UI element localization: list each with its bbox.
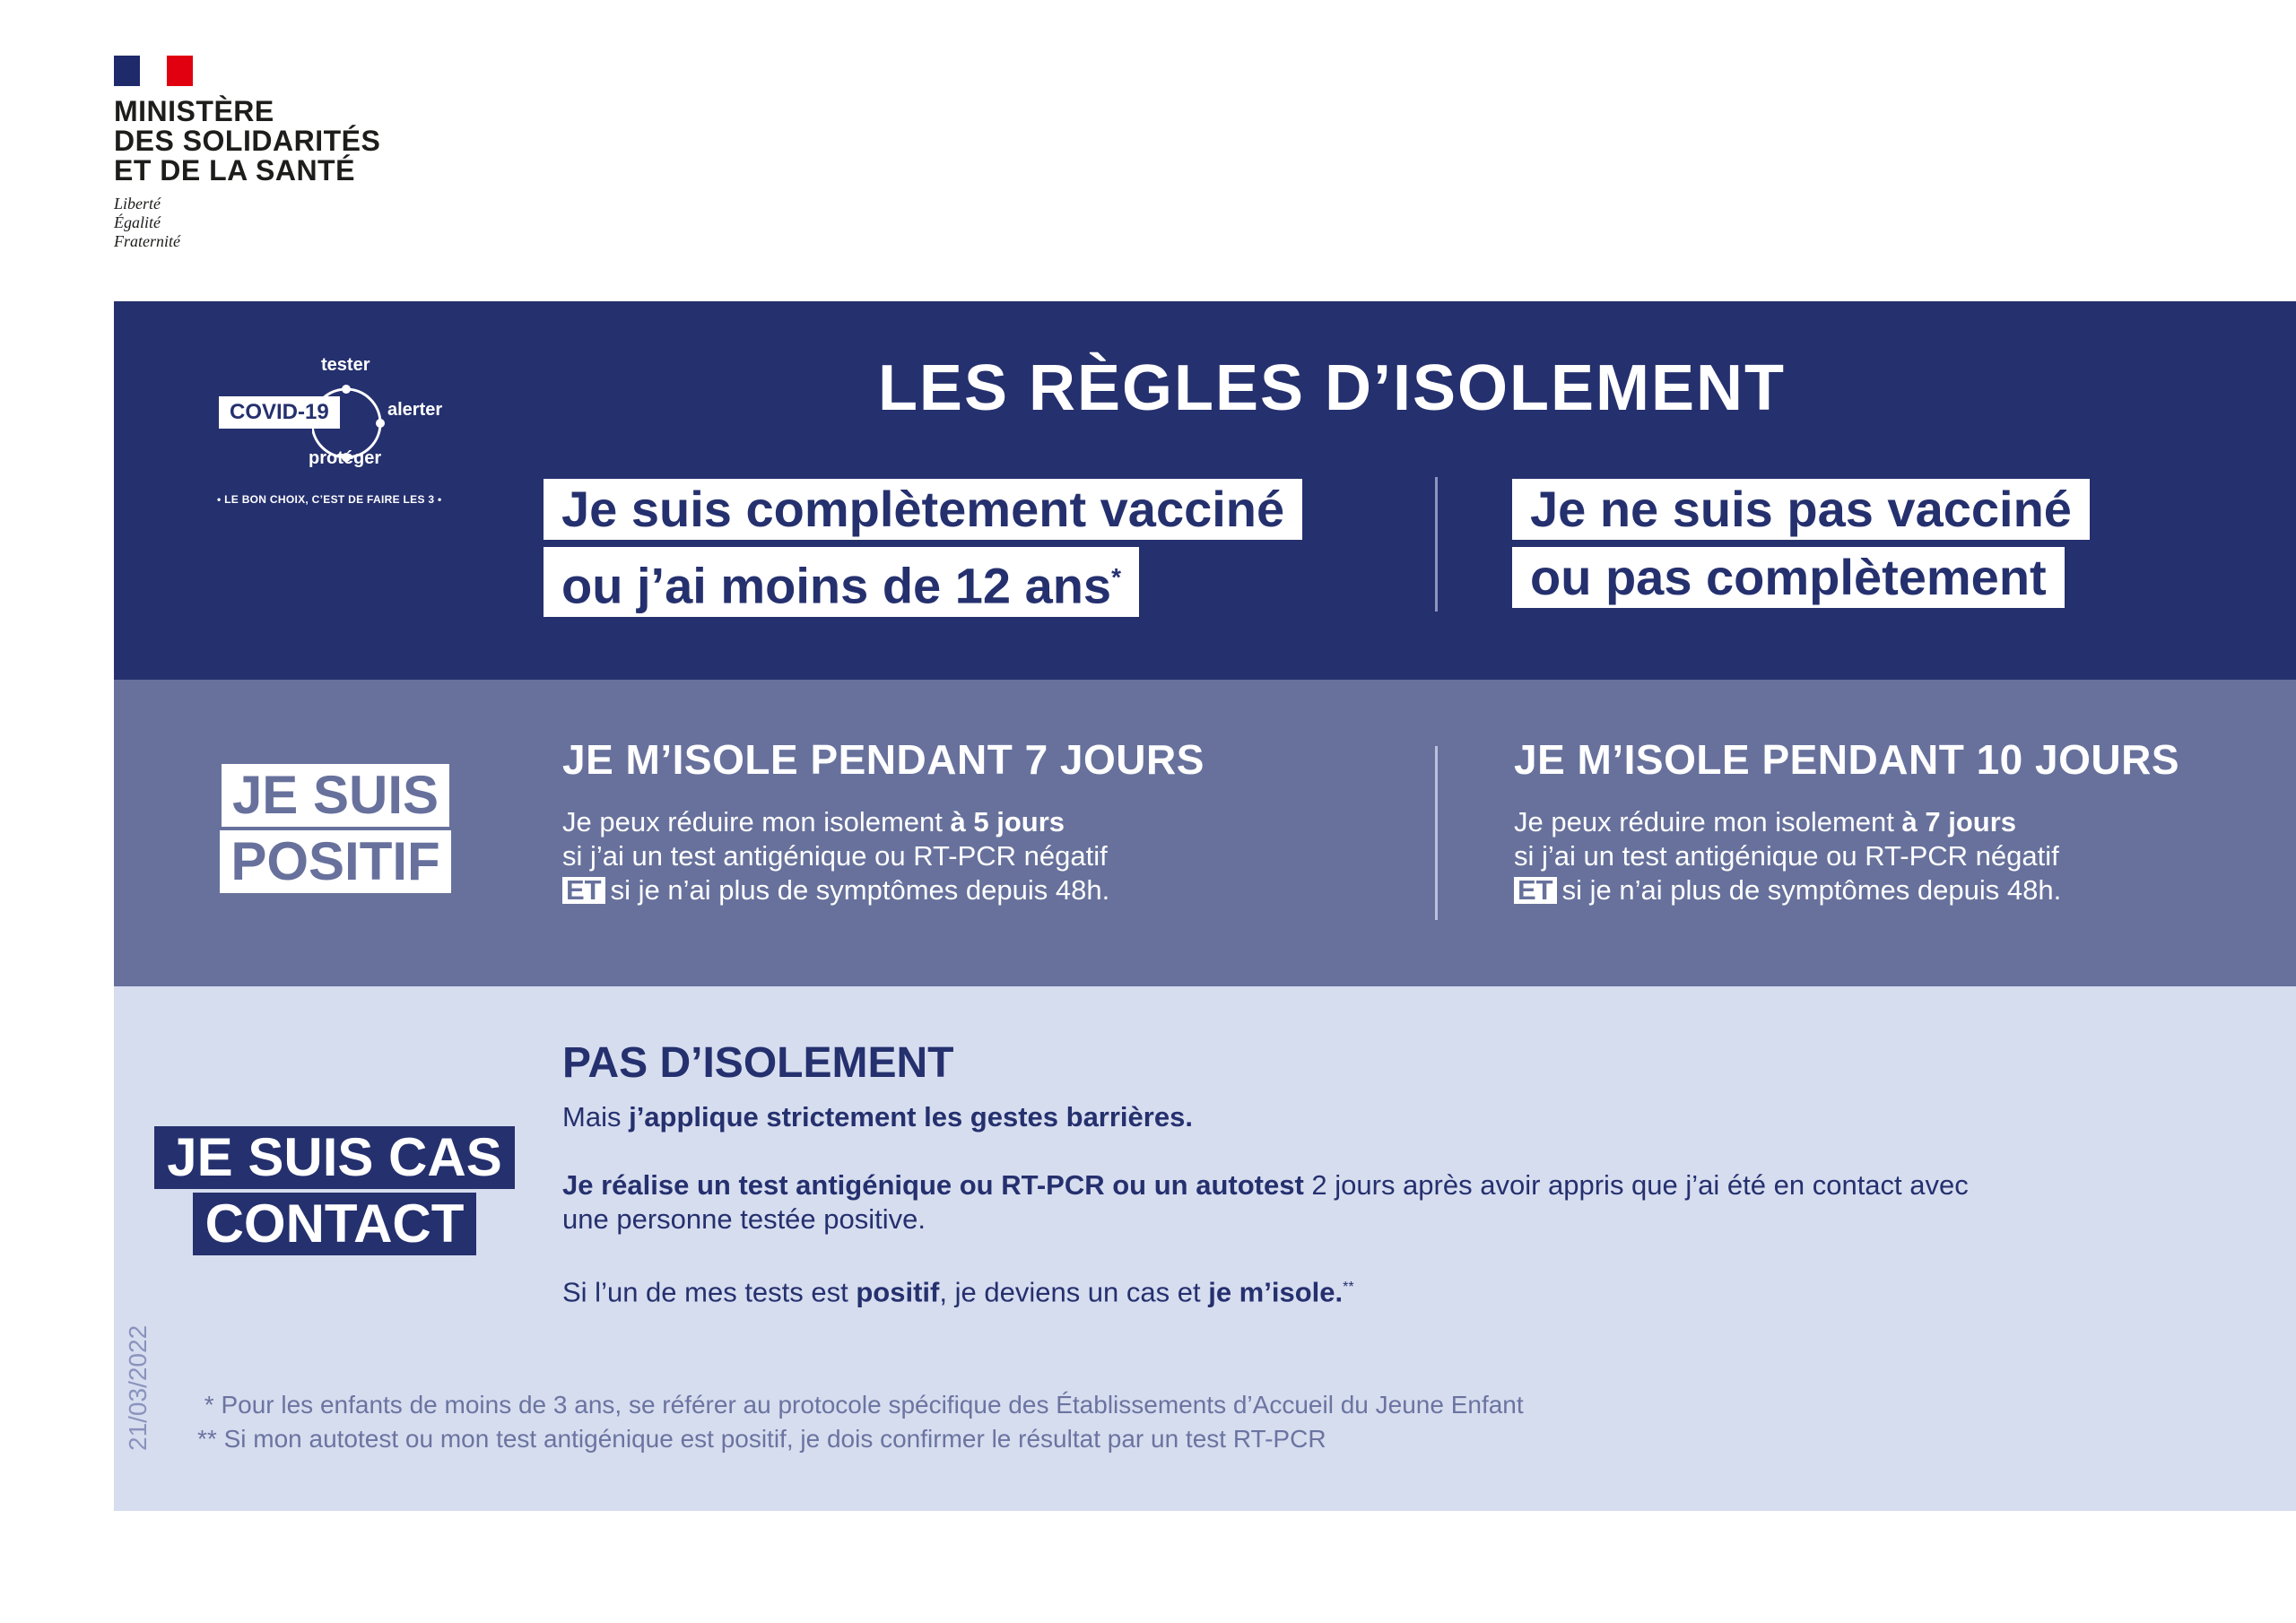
- column-divider: [1435, 746, 1438, 920]
- republic-motto: Liberté Égalité Fraternité: [114, 195, 180, 250]
- positive-not-vaccinated-rule: JE M’ISOLE PENDANT 10 JOURS Je peux réduire mon isolement à 7 jours si j’ai un test antigénique ou RT-PCR négatif ET si je n’ai plus de symptômes depuis 48h.: [1514, 736, 2179, 906]
- vaccinated-line2: ou j’ai moins de 12 ans*: [544, 547, 1139, 617]
- covid-badge: [213, 353, 456, 524]
- tester-label: tester: [321, 355, 370, 375]
- covid-19-box: COVID-19: [219, 396, 340, 429]
- footnote-2: ** Si mon autotest ou mon test antigénique est positif, je dois confirmer le résultat par un test RT-PCR: [197, 1425, 1326, 1453]
- et-badge: ET: [1514, 877, 1557, 904]
- marianne-flag-icon: [114, 56, 193, 86]
- vaccinated-header: [544, 479, 1302, 617]
- footnotes: [197, 1388, 1524, 1456]
- ministry-name: MINISTÈRE DES SOLIDARITÉS ET DE LA SANTÉ: [114, 95, 381, 187]
- proteger-label: protéger: [309, 448, 382, 468]
- covid-slogan: • LE BON CHOIX, C’EST DE FAIRE LES 3 •: [217, 493, 442, 506]
- contact-rule: [562, 1038, 2177, 1309]
- column-divider: [1435, 477, 1438, 612]
- no-isolation-title: PAS D’ISOLEMENT: [562, 1039, 954, 1087]
- positive-badge: JE SUIS POSITIF: [212, 764, 459, 893]
- not-vaccinated-line2: ou pas complètement: [1512, 547, 2065, 608]
- vaccinated-line1: Je suis complètement vacciné: [544, 479, 1302, 540]
- contact-paragraph-1: Mais j’applique strictement les gestes barrières.: [562, 1101, 1193, 1133]
- not-vaccinated-header: [1512, 479, 2090, 608]
- positive-vaccinated-rule: JE M’ISOLE PENDANT 7 JOURS Je peux réduire mon isolement à 5 jours si j’ai un test antigénique ou RT-PCR négatif ET si je n’ai plus de symptômes depuis 48h.: [562, 736, 1205, 906]
- contact-paragraph-3: Si l’un de mes tests est positif, je deviens un cas et je m’isole.**: [562, 1276, 1354, 1308]
- et-badge: ET: [562, 877, 605, 904]
- footnote-1: * Pour les enfants de moins de 3 ans, se référer au protocole spécifique des Établissements d’Accueil du Jeune Enfant: [197, 1391, 1524, 1419]
- contact-badge: JE SUIS CAS CONTACT: [158, 1126, 511, 1255]
- not-vaccinated-line1: Je ne suis pas vacciné: [1512, 479, 2090, 540]
- page-title: LES RÈGLES D’ISOLEMENT: [877, 352, 1787, 424]
- isolation-10-days-title: JE M’ISOLE PENDANT 10 JOURS: [1514, 736, 2179, 783]
- contact-paragraph-2: Je réalise un test antigénique ou RT-PCR ou un autotest 2 jours après avoir appris que j’ai été en contact avec une personne testée positive.: [562, 1169, 1969, 1235]
- government-logo: [114, 56, 401, 251]
- isolation-7-days-title: JE M’ISOLE PENDANT 7 JOURS: [562, 736, 1205, 783]
- alerter-label: alerter: [387, 400, 443, 420]
